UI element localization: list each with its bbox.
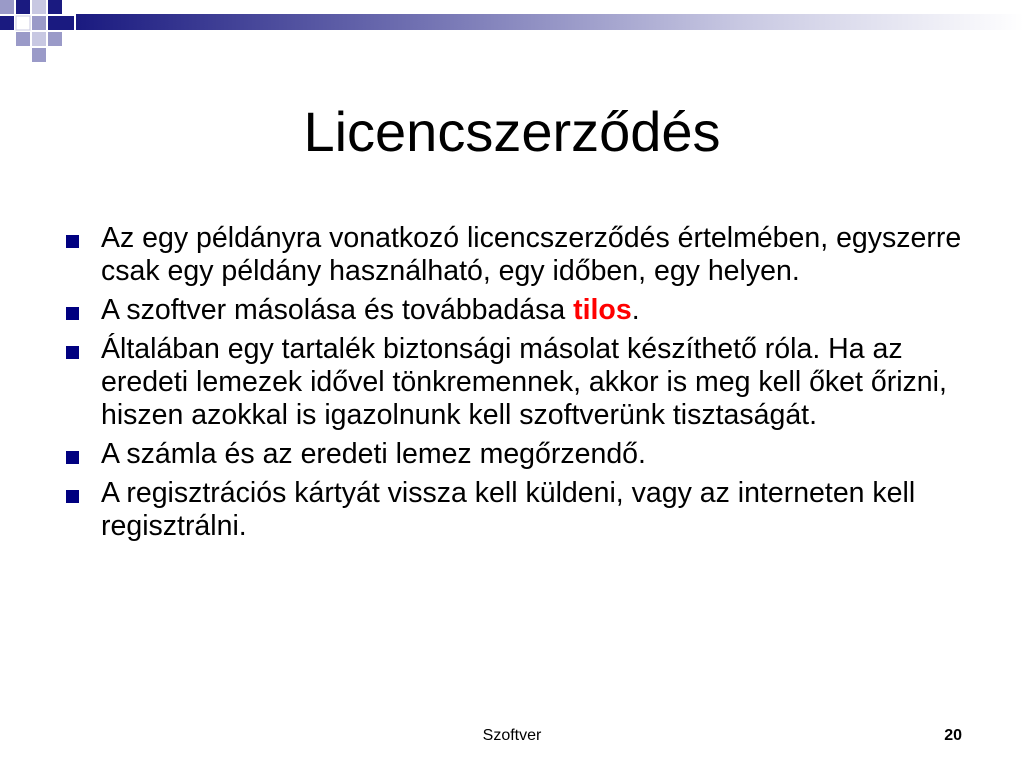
bullet-text: Az egy példányra vonatkozó licencszerződés értelmében, egyszerre csak egy példány használható, egy időben, egy helyen. — [101, 222, 962, 287]
bullet-text: A szoftver másolása és továbbadása — [101, 294, 574, 326]
square-bullet-icon — [66, 307, 79, 320]
bullet-item-registration — [62, 477, 982, 543]
header-squares-graphic — [0, 0, 1024, 70]
bullet-text: Általában egy tartalék biztonsági másolat készíthető róla. Ha az eredeti lemezek idővel tönkremennek, akkor is meg kell őket őrizni, hiszen azokkal is igazolnunk kell szoftverünk tisztaságát. — [101, 333, 947, 431]
square-bullet-icon — [66, 451, 79, 464]
bullet-list — [62, 222, 982, 549]
bullet-item-copy-forbidden — [62, 294, 982, 327]
bullet-text: A számla és az eredeti lemez megőrzendő. — [101, 438, 646, 470]
square-bullet-icon — [66, 490, 79, 503]
bullet-text-end: . — [631, 294, 640, 326]
bullet-text: A regisztrációs kártyát vissza kell küldeni, vagy az interneten kell regisztrálni. — [101, 477, 916, 542]
bullet-item-keep-invoice — [62, 438, 982, 471]
square-bullet-icon — [66, 346, 79, 359]
page-number: 20 — [944, 727, 962, 744]
square-bullet-icon — [66, 235, 79, 248]
bullet-item-backup-copy — [62, 333, 982, 432]
header-decoration — [0, 0, 1024, 70]
bullet-item-license-scope — [62, 222, 982, 288]
slide-title: Licencszerződés — [303, 100, 721, 163]
footer-title: Szoftver — [482, 727, 542, 744]
bullet-emphasis: tilos — [573, 294, 632, 326]
